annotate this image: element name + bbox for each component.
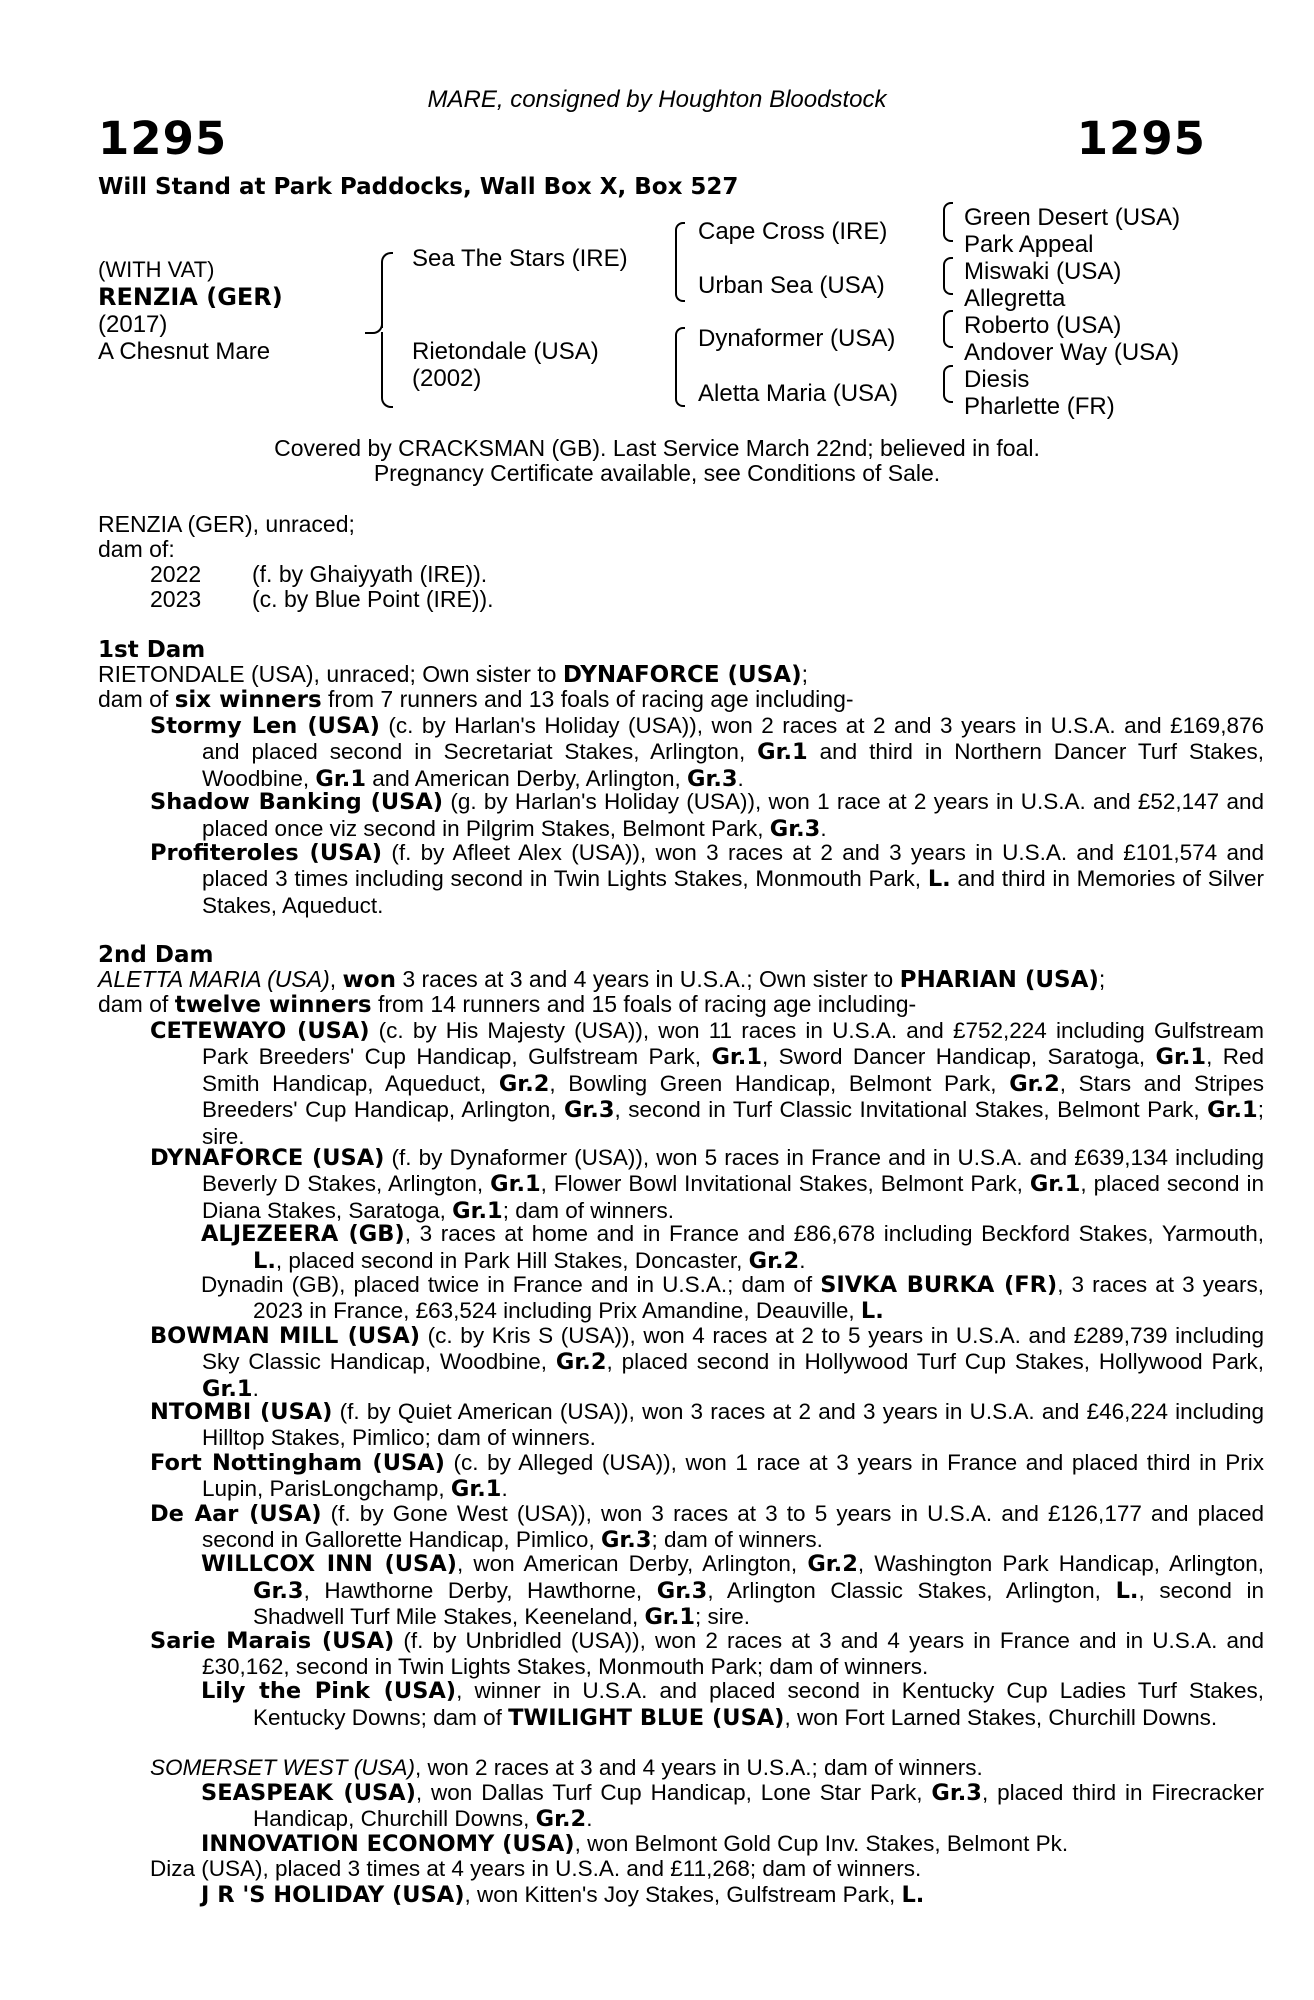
entry-text: .: [820, 815, 827, 841]
entry-text: , second in Shadwell Turf Mile Stakes, Keeneland,: [253, 1577, 1264, 1630]
entry-text: Diza (USA), placed 3 times at 4 years in U.S.A. and £11,268; dam of winners.: [150, 1856, 922, 1882]
entry-text: SOMERSET WEST (USA): [150, 1754, 416, 1780]
pedigree-dam: Rietondale (USA): [412, 338, 599, 365]
bold-text: Gr.1: [1029, 1171, 1081, 1198]
bold-text: Gr.1: [202, 1375, 253, 1402]
pedigree-ssd: Park Appeal: [964, 231, 1094, 258]
bold-text: INNOVATION ECONOMY (USA): [201, 1830, 575, 1857]
stand-location: Will Stand at Park Paddocks, Wall Box X, Box 527: [98, 174, 739, 200]
bold-text: Stormy Len (USA): [150, 713, 380, 739]
bold-text: Gr.2: [535, 1806, 587, 1833]
bold-text: BOWMAN MILL (USA): [150, 1322, 421, 1349]
entry-text: , placed second in Hollywood Turf Cup Stakes, Hollywood Park,: [606, 1349, 1264, 1375]
bold-text: NTOMBI (USA): [150, 1399, 333, 1425]
bold-text: SIVKA BURKA (FR): [820, 1272, 1058, 1298]
entry-text: (c. by Kris S (USA)), won 4 races at 2 to 5 years in U.S.A. and £289,739 including Sky Classic Handicap, Woodbine,: [202, 1322, 1264, 1375]
entry-text: (f. by Gone West (USA)), won 3 races at 3 to 5 years in U.S.A. and £126,177 and placed second in Gallorette Handicap, Pimlico,: [202, 1500, 1264, 1552]
entry-text: , Red Smith Handicap, Aqueduct,: [202, 1044, 1265, 1096]
progeny-entry: [150, 789, 1264, 842]
entry-text: , won Dallas Turf Cup Handicap, Lone Star Park,: [415, 1780, 932, 1805]
entry-text: (f. by Unbridled (USA)), won 2 races at 3 and 4 years in France and in U.S.A. and £30,162, second in Twin Lights Stakes, Monmouth Park; dam of winners.: [202, 1627, 1264, 1679]
bold-text: Gr.1: [711, 1044, 763, 1071]
produce-year: 2023: [150, 586, 202, 612]
pedigree-dam-sire: Dynaformer (USA): [698, 325, 896, 352]
pedigree-bracket-dam-bottom: [675, 367, 685, 407]
entry-text: , Flower Bowl Invitational Stakes, Belmont Park,: [540, 1171, 1030, 1197]
horse-description: A Chesnut Mare: [98, 338, 271, 365]
progeny-entry: [150, 1323, 1264, 1402]
bold-text: Gr.3: [600, 1527, 652, 1553]
entry-text: , 3 races at home and in France and £86,678 including Beckford Stakes, Yarmouth,: [404, 1221, 1264, 1247]
progeny-entry: [150, 1399, 1264, 1451]
progeny-entry: [150, 713, 1264, 792]
bold-text: J R 'S HOLIDAY (USA): [201, 1881, 465, 1908]
progeny-entry: [201, 1882, 1264, 1908]
entry-text: , Arlington Classic Stakes, Arlington,: [707, 1577, 1116, 1603]
bold-text: Gr.3: [769, 815, 821, 842]
bold-text: Gr.1: [644, 1604, 696, 1631]
pregnancy-line: Pregnancy Certificate available, see Conditions of Sale.: [373, 460, 941, 486]
bold-text: L.: [860, 1298, 884, 1325]
pedigree-sdd: Allegretta: [964, 285, 1066, 312]
first-dam-heading: 1st Dam: [98, 637, 206, 663]
entry-text: Dynadin (GB), placed twice in France and in U.S.A.; dam of: [201, 1272, 821, 1297]
second-dam-heading: 2nd Dam: [98, 942, 214, 968]
pedigree-dam-dam: Aletta Maria (USA): [698, 380, 899, 407]
entry-text: and third in Memories of Silver Stakes, Aqueduct.: [202, 866, 1265, 918]
entry-text: ; dam of winners.: [651, 1527, 823, 1552]
progeny-entry: [201, 1551, 1264, 1630]
pedigree-bracket-3c-top: [943, 310, 953, 328]
pedigree-bracket-sire-bottom: [675, 262, 685, 302]
bold-text: Gr.3: [931, 1780, 982, 1806]
pedigree-bracket-3d-top: [943, 365, 953, 383]
horse-year: (2017): [98, 311, 168, 338]
pedigree-bracket-sire-top: [675, 222, 685, 264]
entry-text: .: [737, 765, 744, 791]
progeny-entry: [201, 1831, 1264, 1857]
progeny-entry: [150, 1450, 1264, 1503]
bold-text: Sarie Marais (USA): [150, 1627, 395, 1654]
pedigree-bracket-3d-bottom: [943, 383, 953, 403]
entry-text: , won Belmont Gold Cup Inv. Stakes, Belmont Pk.: [574, 1830, 1069, 1856]
bold-text: Gr.1: [315, 765, 366, 792]
entry-text: ; sire.: [695, 1604, 751, 1630]
bold-text: WILLCOX INN (USA): [201, 1551, 457, 1578]
bold-text: TWILIGHT BLUE (USA): [508, 1704, 785, 1731]
pedigree-bracket-dam-top: [675, 327, 685, 369]
progeny-entry: [150, 840, 1264, 918]
progeny-entry: [201, 1678, 1264, 1731]
entry-text: (c. by His Majesty (USA)), won 11 races in U.S.A. and £752,224 including Gulfstream Park Breeders' Cup Handicap, Gulfstream Park,: [202, 1018, 1264, 1070]
entry-text: .: [586, 1806, 593, 1832]
bold-text: Lily the Pink (USA): [201, 1678, 457, 1705]
entry-text: , winner in U.S.A. and placed second in Kentucky Cup Ladies Turf Stakes, Kentucky Downs; dam of: [253, 1678, 1264, 1730]
bold-text: Gr.3: [563, 1097, 615, 1124]
progeny-entry: [201, 1780, 1264, 1833]
pedigree-bracket-3a-bottom: [943, 222, 953, 242]
entry-text: .: [252, 1375, 259, 1401]
progeny-entry: [150, 1628, 1264, 1680]
pedigree-sire: Sea The Stars (IRE): [412, 245, 628, 272]
entry-text: , placed third in Firecracker Handicap, Churchill Downs,: [253, 1780, 1264, 1832]
entry-text: , Hawthorne Derby, Hawthorne,: [303, 1577, 657, 1603]
entry-text: , 3 races at 3 years, 2023 in France, £63,524 including Prix Amandine, Deauville,: [253, 1272, 1264, 1324]
bold-text: Gr.2: [748, 1247, 800, 1274]
bold-text: Gr.3: [253, 1577, 304, 1604]
progeny-entry: [150, 1501, 1264, 1554]
bold-text: De Aar (USA): [150, 1500, 322, 1527]
bold-text: L.: [927, 866, 951, 893]
bold-text: ALJEZEERA (GB): [201, 1221, 405, 1248]
lot-number-left: 1295: [98, 112, 228, 165]
entry-text: (c. by Alleged (USA)), won 1 race at 3 years in France and placed third in Prix Lupin, ParisLongchamp,: [202, 1449, 1265, 1502]
entry-text: , Bowling Green Handicap, Belmont Park,: [549, 1070, 1010, 1096]
bold-text: Gr.2: [498, 1070, 550, 1097]
produce-text: (c. by Blue Point (IRE)).: [252, 586, 494, 612]
entry-text: ; sire.: [202, 1097, 1264, 1149]
entry-text: , won 2 races at 3 and 4 years in U.S.A.; dam of winners.: [415, 1754, 983, 1780]
first-dam-line1: RIETONDALE (USA), unraced; Own sister to DYNAFORCE (USA);: [98, 661, 808, 688]
entry-text: ; dam of winners.: [502, 1197, 675, 1223]
bold-text: Gr.2: [555, 1349, 607, 1376]
pedigree-dam-year: (2002): [412, 365, 482, 392]
bold-text: L.: [253, 1247, 276, 1274]
entry-text: (f. by Dynaformer (USA)), won 5 races in France and in U.S.A. and £639,134 including Beverly D Stakes, Arlington,: [202, 1145, 1264, 1197]
bold-text: Shadow Banking (USA): [150, 789, 444, 816]
pedigree-bracket-main-bottom: [381, 332, 393, 408]
pedigree-dss: Roberto (USA): [964, 312, 1122, 339]
consignor-line: MARE, consigned by Houghton Bloodstock: [427, 86, 887, 113]
entry-text: , Stars and Stripes Breeders' Cup Handicap, Arlington,: [202, 1070, 1264, 1123]
progeny-entry: [150, 1018, 1264, 1149]
entry-text: , won American Derby, Arlington,: [456, 1551, 808, 1577]
bold-text: Gr.1: [757, 739, 808, 766]
progeny-entry: [150, 1145, 1264, 1224]
entry-text: and American Derby, Arlington,: [365, 765, 687, 791]
entry-text: , won Kitten's Joy Stakes, Gulfstream Park,: [464, 1881, 902, 1907]
entry-text: (f. by Afleet Alex (USA)), won 3 races at 2 and 3 years in U.S.A. and £101,574 and placed 3 times including second in Twin Lights Stakes, Monmouth Park,: [202, 840, 1264, 892]
bold-text: Fort Nottingham (USA): [150, 1449, 445, 1476]
bold-text: SEASPEAK (USA): [201, 1780, 416, 1806]
pedigree-dds: Diesis: [964, 366, 1030, 393]
pedigree-sds: Miswaki (USA): [964, 258, 1122, 285]
produce-intro: RENZIA (GER), unraced;: [98, 511, 355, 537]
bold-text: Gr.1: [1207, 1097, 1258, 1124]
horse-name: RENZIA (GER): [98, 283, 283, 311]
bold-text: Gr.1: [452, 1197, 503, 1224]
vat-label: (WITH VAT): [98, 257, 215, 282]
bold-text: Gr.2: [1009, 1070, 1060, 1097]
bold-text: CETEWAYO (USA): [150, 1018, 370, 1044]
pedigree-bracket-3c-bottom: [943, 328, 953, 348]
pedigree-bracket-3b-bottom: [943, 275, 953, 295]
bold-text: Gr.1: [450, 1476, 502, 1503]
produce-text: (f. by Ghaiyyath (IRE)).: [252, 561, 488, 587]
entry-text: , placed second in Diana Stakes, Saratoga,: [202, 1171, 1264, 1223]
entry-text: (f. by Quiet American (USA)), won 3 races at 2 and 3 years in U.S.A. and £46,224 including Hilltop Stakes, Pimlico; dam of winners.: [202, 1399, 1264, 1451]
entry-text: and third in Northern Dancer Turf Stakes, Woodbine,: [202, 739, 1264, 791]
progeny-entry: [150, 1856, 1264, 1881]
second-dam-line2: dam of twelve winners from 14 runners and 15 foals of racing age including-: [98, 991, 917, 1018]
covered-line: Covered by CRACKSMAN (GB). Last Service March 22nd; believed in foal.: [274, 435, 1040, 461]
entry-text: , placed second in Park Hill Stakes, Doncaster,: [275, 1247, 749, 1273]
first-dam-line2: dam of six winners from 7 runners and 13 foals of racing age including-: [98, 686, 854, 713]
entry-text: , won Fort Larned Stakes, Churchill Downs.: [784, 1704, 1218, 1730]
bold-text: Gr.3: [656, 1577, 708, 1604]
entry-text: , Washington Park Handicap, Arlington,: [857, 1551, 1264, 1577]
second-dam-line1: ALETTA MARIA (USA), won 3 races at 3 and 4 years in U.S.A.; Own sister to PHARIAN (USA);: [98, 966, 1106, 993]
pedigree-ddd: Pharlette (FR): [964, 393, 1115, 420]
entry-text: .: [799, 1247, 806, 1273]
produce-year: 2022: [150, 561, 202, 587]
bold-text: DYNAFORCE (USA): [150, 1145, 385, 1171]
entry-text: , Sword Dancer Handicap, Saratoga,: [762, 1044, 1156, 1070]
bold-text: Profiteroles (USA): [150, 840, 383, 866]
bold-text: L.: [901, 1881, 925, 1908]
pedigree-sire-dam: Urban Sea (USA): [698, 272, 885, 299]
produce-dam-of: dam of:: [98, 536, 175, 562]
entry-text: , second in Turf Classic Invitational Stakes, Belmont Park,: [614, 1097, 1208, 1123]
pedigree-bracket-3b-top: [943, 257, 953, 275]
pedigree-sire-sire: Cape Cross (IRE): [698, 218, 888, 245]
bold-text: Gr.1: [490, 1171, 541, 1198]
entry-text: .: [501, 1476, 508, 1502]
entry-text: (g. by Harlan's Holiday (USA)), won 1 race at 2 years in U.S.A. and £52,147 and placed once viz second in Pilgrim Stakes, Belmont Park,: [202, 789, 1264, 841]
pedigree-dsd: Andover Way (USA): [964, 339, 1180, 366]
bold-text: Gr.1: [1155, 1044, 1207, 1071]
lot-number-right: 1295: [1076, 112, 1206, 165]
progeny-entry: [201, 1221, 1264, 1274]
pedigree-sss: Green Desert (USA): [964, 204, 1181, 231]
entry-text: (c. by Harlan's Holiday (USA)), won 2 races at 2 and 3 years in U.S.A. and £169,876 and placed second in Secretariat Stakes, Arlington,: [202, 713, 1264, 765]
bold-text: Gr.3: [686, 765, 738, 792]
pedigree-bracket-3a-top: [943, 202, 953, 222]
bold-text: L.: [1115, 1577, 1139, 1604]
bold-text: Gr.2: [807, 1551, 858, 1578]
progeny-entry: [150, 1755, 1264, 1780]
pedigree-bracket-main-top: [381, 252, 393, 328]
progeny-entry: [201, 1272, 1264, 1325]
